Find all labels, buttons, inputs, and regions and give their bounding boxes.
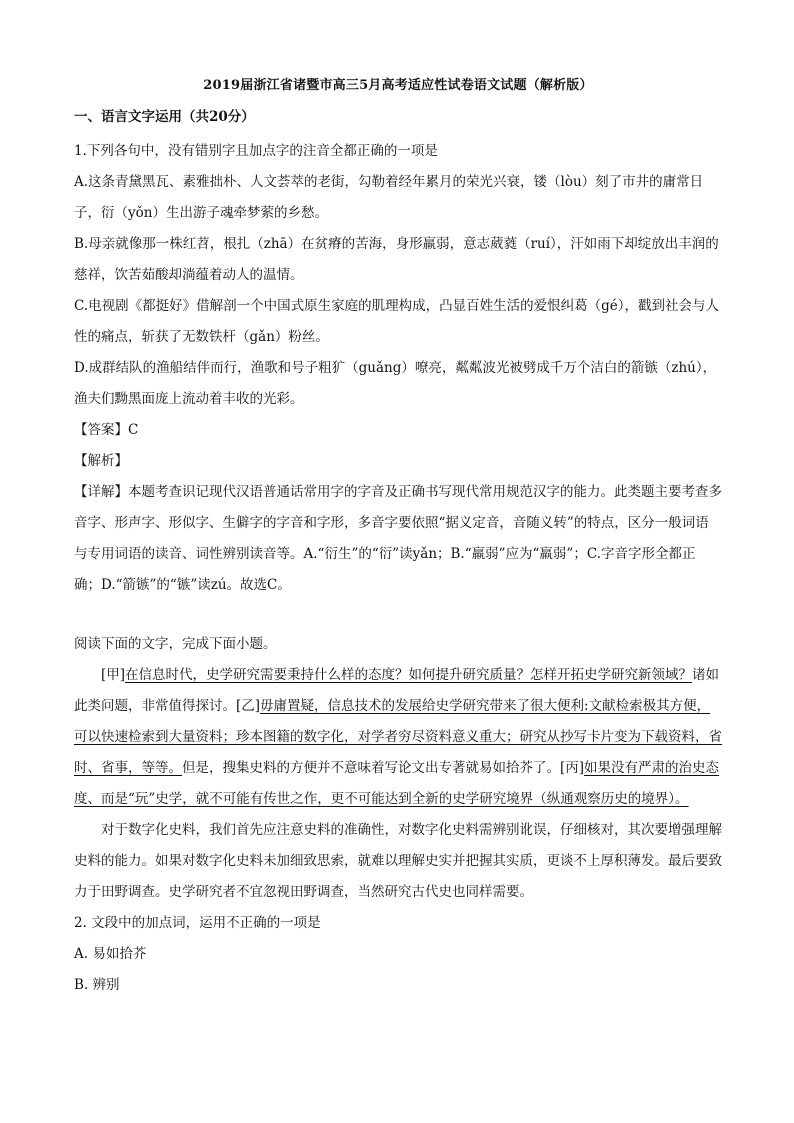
passage-text-mid-2: 但是，搜集史料的方便并不意味着写论文出专著就易如拾芥了。 — [182, 760, 560, 776]
question-1-detail: 【详解】本题考查识记现代汉语普通话常用字的字音及正确书写现代常用规范汉字的能力。此类题主要考查多音字、形声字、形似字、生僻字的字音和字形，多音字要依照“据义定音，音随义转”的特点，区分一般词语与专用词语的读音、词性辨别读音等。A.“衍生”的“衍”读yǎn；B.“羸弱”应为“羸弱”；C.字音字形全都正确；D.“箭镞”的“镞”读zú。故选C。 — [74, 484, 722, 593]
question-1-option-a: A.这条青黛黑瓦、素雅拙朴、人文荟萃的老街，勾勒着经年累月的荣光兴衰，镂（lòu）刻了市井的庸常日子，衍（yǒn）生出游子魂牵梦萦的乡愁。 — [74, 174, 704, 221]
section-heading: 一、语言文字运用（共20分） — [74, 109, 255, 125]
question-1-answer: 【答案】C — [74, 422, 139, 438]
passage-sentence-c: 如果没有严肃的治史态度、而是“玩”史学，就不可能有传世之作，更不可能达到全新的史学研究境界（纵通观察历史的境界）。 — [74, 760, 720, 807]
question-1-option-d: D.成群结队的渔船结伴而行，渔歌和号子粗犷（guǎng）嘹亮，粼粼波光被劈成千万个洁白的箭镞（zhú），渔夫们黝黑面庞上流动着丰收的光彩。 — [74, 360, 717, 407]
question-2-option-b: B. 辨别 — [74, 977, 120, 993]
passage-sentence-a: 在信息时代，史学研究需要秉持什么样的态度？如何提升研究质量？怎样开拓史学研究新领域？ — [125, 667, 693, 683]
question-1-option-c: C.电视剧《都挺好》借解剖一个中国式原生家庭的肌理构成，凸显百姓生活的爱恨纠葛（gé），戳到社会与人性的痛点，斩获了无数铁杆（gǎn）粉丝。 — [74, 298, 720, 345]
question-1 — [74, 136, 722, 601]
question-1-stem: 1.下列各句中，没有错别字且加点字的注音全都正确的一项是 — [74, 143, 438, 159]
document-title: 2019届浙江省诸暨市高三5月高考适应性试卷语文试题（解析版） — [203, 78, 593, 93]
passage-tag-b: [乙] — [236, 698, 261, 714]
passage-tag-a: [甲] — [101, 667, 126, 683]
question-1-option-b: B.母亲就像那一株红苕，根扎（zhā）在贫瘠的苦海，身形羸弱，意志葳蕤（ruí），汗如雨下却绽放出丰润的慈祥，饮苦茹酸却淌蕴着动人的温情。 — [74, 236, 719, 283]
question-2-option-a: A. 易如拾芥 — [74, 946, 147, 962]
passage-paragraph-2: 对于数字化史料，我们首先应注意史料的准确性，对数字化史料需辨别讹误，仔细核对，其次要增强理解史料的能力。如果对数字化史料未加细致思索，就难以理解史实并把握其实质，更谈不上厚积薄发。最后要致力于田野调查。史学研究者不宜忽视田野调查，当然研究古代史也同样需要。 — [74, 822, 722, 900]
passage-sentence-b: 毋庸置疑，信息技术的发展给史学研究带来了很大便利:文献检索极其方便，可以快速检索到大量资料；珍本图籍的数字化，对学者穷尽资料意义重大；研究从抄写卡片变为下载资料，省时、省事，等等。 — [74, 698, 722, 776]
passage-paragraph-1 — [74, 660, 722, 815]
passage-tag-c: [丙] — [560, 760, 585, 776]
question-2-stem: 2. 文段中的加点词，运用不正确的一项是 — [74, 915, 321, 931]
reading-intro: 阅读下面的文字，完成下面小题。 — [74, 636, 277, 652]
question-1-analysis-label: 【解析】 — [74, 453, 128, 469]
reading-passage — [74, 629, 722, 908]
question-2 — [74, 908, 722, 1001]
passage-text-mid-1: 诸如此类问题，非常值得探讨。 — [74, 667, 720, 714]
section-spacer — [74, 601, 722, 623]
